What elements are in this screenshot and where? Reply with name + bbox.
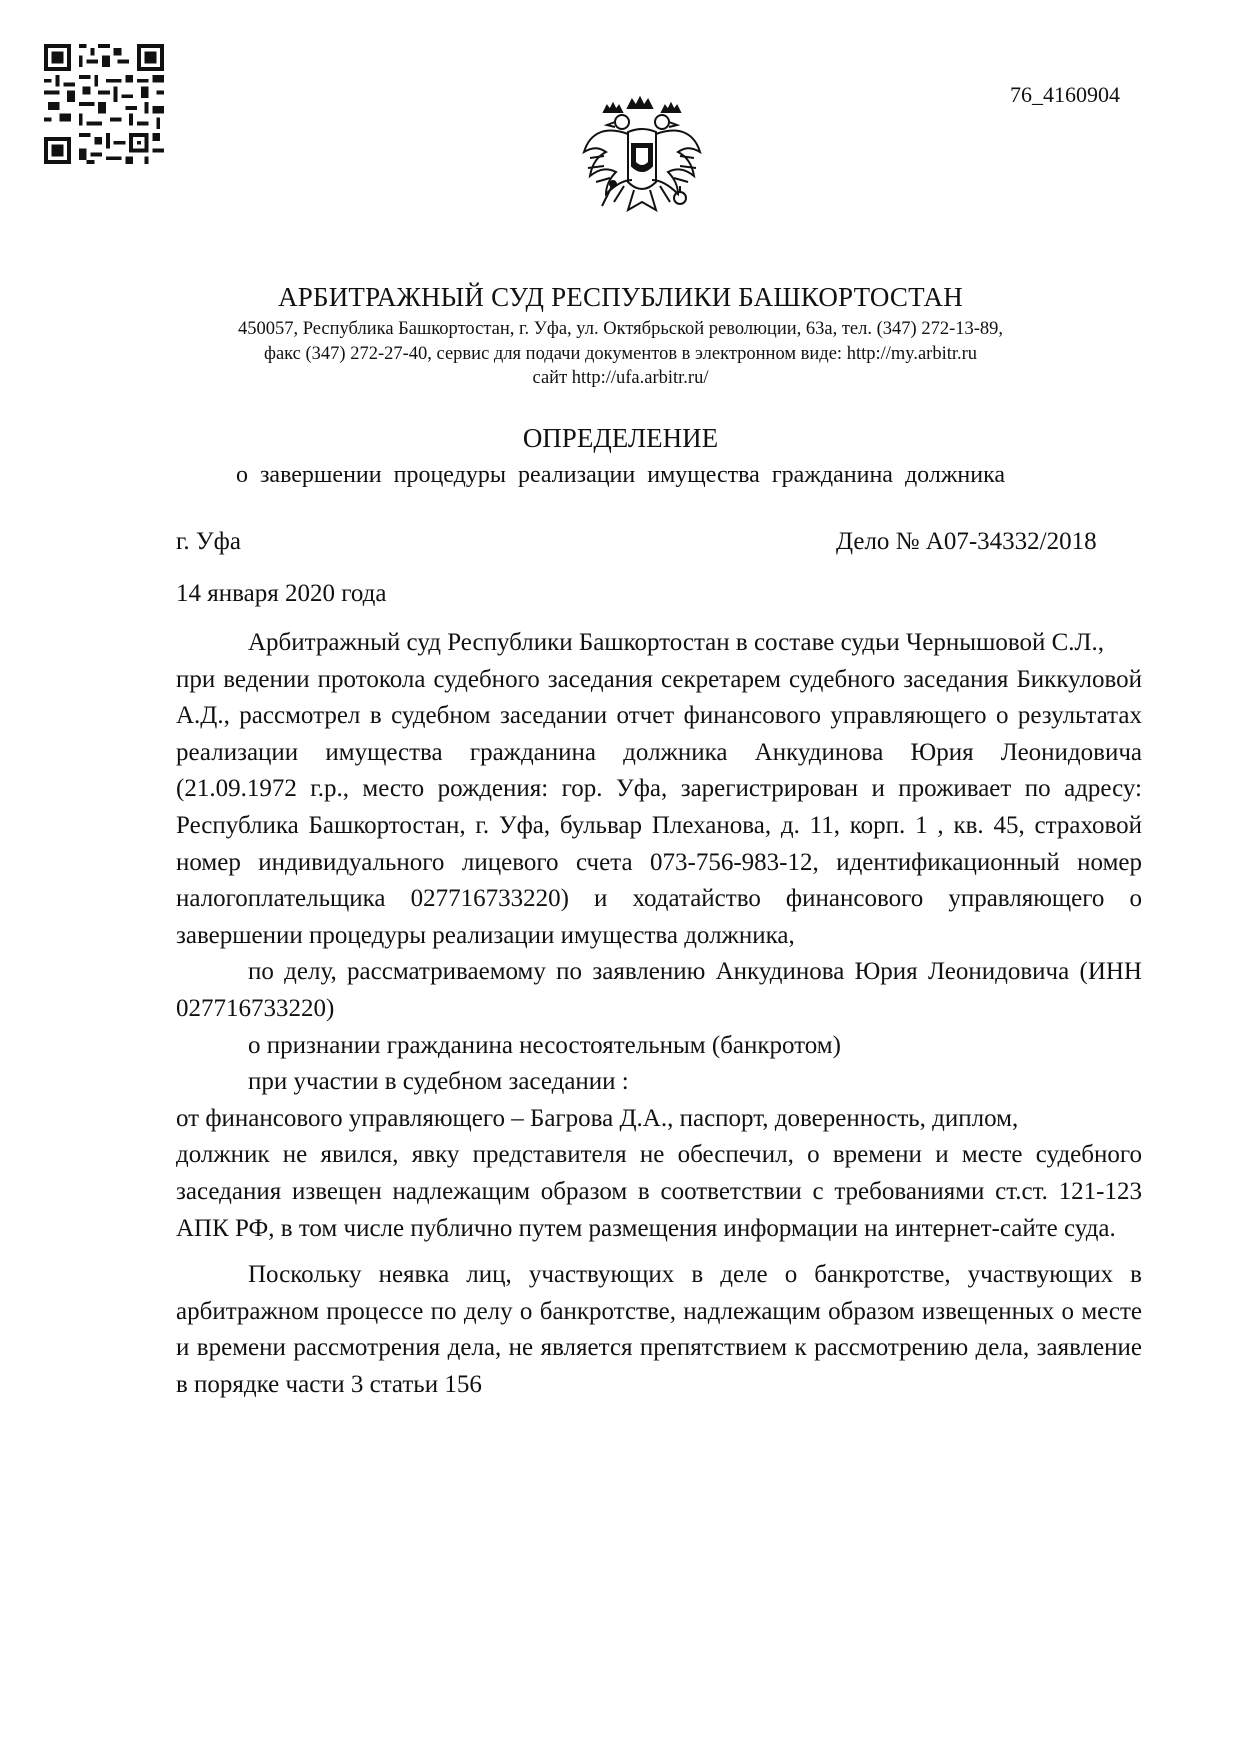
document-type-heading: ОПРЕДЕЛЕНИЕ (522, 423, 719, 453)
body-paragraph: по делу, рассматриваемому по заявлению Анкудинова Юрия Леонидовича (ИНН 027716733220) (176, 958, 1142, 1022)
document-date: 14 января 2020 года (176, 580, 387, 607)
case-number: Дело № А07-34332/2018 (836, 528, 1097, 555)
document-subject: о завершении процедуры реализации имущества гражданина должника (235, 462, 1006, 488)
body-paragraph: при участии в судебном заседании : (248, 1068, 629, 1096)
court-address-line: факс (347) 272-27-40, сервис для подачи документов в электронном виде: http://my.arbitr.ru (263, 344, 978, 364)
body-paragraph: Поскольку неявка лиц, участвующих в деле о банкротстве, участвующих в арбитражном процессе по делу о банкротстве, надлежащим образом извещенных о месте и времени рассмотрения дела, не является препятствием к рассмотрению дела, заявление в порядке части 3 статьи 156 (176, 1261, 1142, 1398)
court-title: АРБИТРАЖНЫЙ СУД РЕСПУБЛИКИ БАШКОРТОСТАН (278, 282, 963, 312)
city: г. Уфа (176, 528, 241, 555)
document-body (176, 625, 1142, 1403)
body-paragraph: при ведении протокола судебного заседания секретарем судебного заседания Биккуловой А.Д., рассмотрел в судебном заседании отчет финансового управляющего о результатах реализации имущества гражданина должника Анкудинова Юрия Леонидовича (21.09.1972 г.р., место рождения: гор. Уфа, зарегистрирован и проживает по адресу: Республика Башкортостан, г. Уфа, бульвар Плеханова, д. 11, корп. 1 , кв. 45, страховой номер индивидуального лицевого счета 073-756-983-12, идентификационный номер налогоплательщика 027716733220) и ходатайство финансового управляющего о завершении процедуры реализации имущества должника, (176, 665, 1142, 949)
qr-code-icon (40, 38, 168, 170)
court-address-line: 450057, Республика Башкортостан, г. Уфа, ул. Октябрьской революции, 63а, тел. (347) 272-13-89, (237, 319, 1004, 339)
court-website-line: сайт http://ufa.arbitr.ru/ (532, 368, 709, 388)
document-id: 76_4160904 (1010, 82, 1120, 107)
body-paragraph: должник не явился, явку представителя не обеспечил, о времени и месте судебного заседания извещен надлежащим образом в соответствии с требованиями ст.ст. 121-123 АПК РФ, в том числе публично путем размещения информации на интернет-сайте суда. (176, 1141, 1142, 1242)
body-paragraph: о признании гражданина несостоятельным (банкротом) (248, 1031, 841, 1059)
body-paragraph: Арбитражный суд Республики Башкортостан в составе судьи Чернышовой С.Л., (248, 629, 1104, 656)
russian-coat-of-arms-icon (576, 86, 708, 226)
body-paragraph: от финансового управляющего – Багрова Д.А., паспорт, доверенность, диплом, (176, 1104, 1019, 1132)
